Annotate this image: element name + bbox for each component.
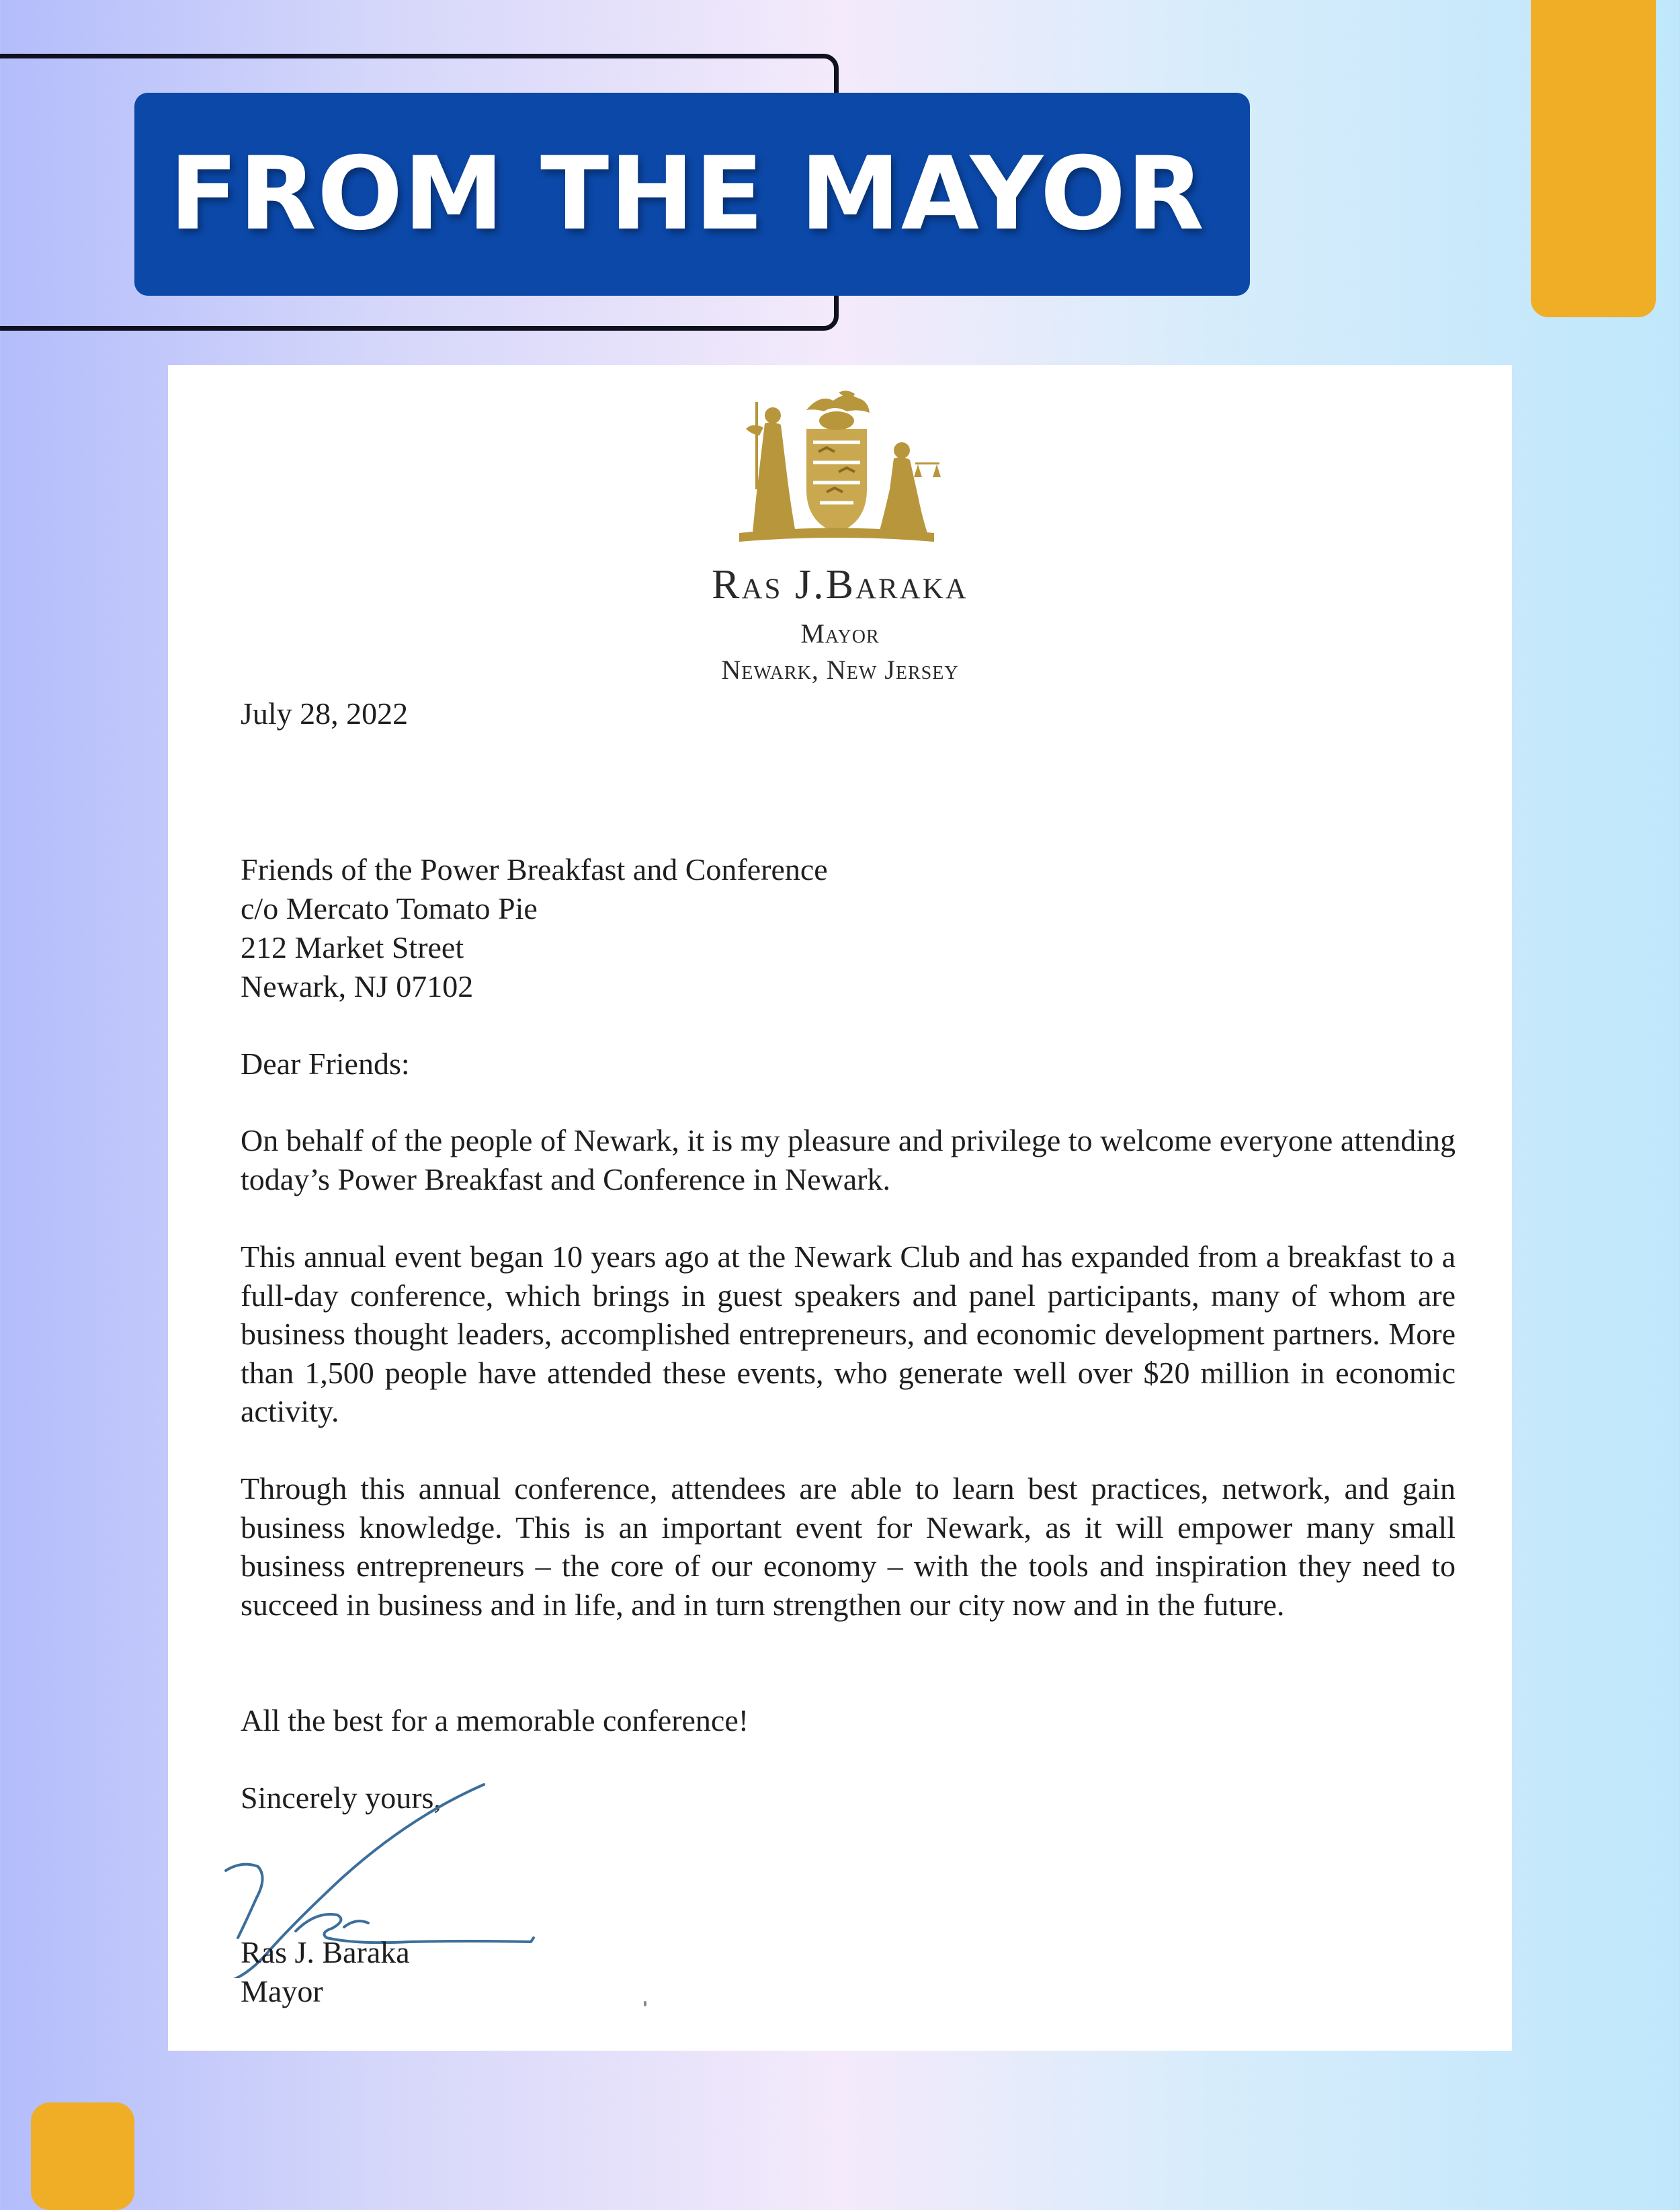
new-jersey-state-seal-icon (726, 388, 948, 550)
page-title: FROM THE MAYOR (169, 136, 1205, 253)
salutation: Dear Friends: (241, 1047, 410, 1081)
decorative-accent-tab-bottom (31, 2102, 134, 2210)
signer-name: Ras J. Baraka (241, 1935, 410, 1969)
signoff: Sincerely yours, (241, 1781, 442, 1815)
body-paragraph: Through this annual conference, attendees are able to learn best practices, network, and gain business knowledge. This is an important event for Newark, as it will empower many small business entrepreneurs – the core of our economy – with the tools and inspiration they need to succeed in business and in life, and in turn strengthen our city now and in the future. (241, 1471, 1456, 1622)
letterhead-name: Ras J.Baraka (712, 562, 968, 608)
letterhead-city: Newark, New Jersey (721, 655, 959, 685)
address-line: c/o Mercato Tomato Pie (241, 891, 538, 926)
signer-title: Mayor (241, 1974, 323, 2008)
letterhead-title: Mayor (800, 618, 880, 649)
paper-speck (644, 2001, 646, 2006)
letter-date: July 28, 2022 (241, 696, 409, 731)
body-paragraph: On behalf of the people of Newark, it is my pleasure and privilege to welcome everyone attending today’s Power Breakfast and Conference in Newark. (241, 1123, 1456, 1196)
body-paragraph: This annual event began 10 years ago at the Newark Club and has expanded from a breakfast to a full-day conference, which brings in guest speakers and panel participants, many of whom are business thought leaders, accomplished entrepreneurs, and economic development partners. More than 1,500 people have attended these events, who generate well over $20 million in economic activity. (241, 1239, 1456, 1428)
mayor-letter (168, 365, 1512, 2051)
address-line: Friends of the Power Breakfast and Conference (241, 852, 828, 887)
title-banner (134, 93, 1250, 296)
decorative-accent-tab-top (1531, 0, 1656, 317)
address-line: 212 Market Street (241, 930, 464, 965)
closing-line: All the best for a memorable conference! (241, 1703, 749, 1737)
address-line: Newark, NJ 07102 (241, 969, 474, 1004)
